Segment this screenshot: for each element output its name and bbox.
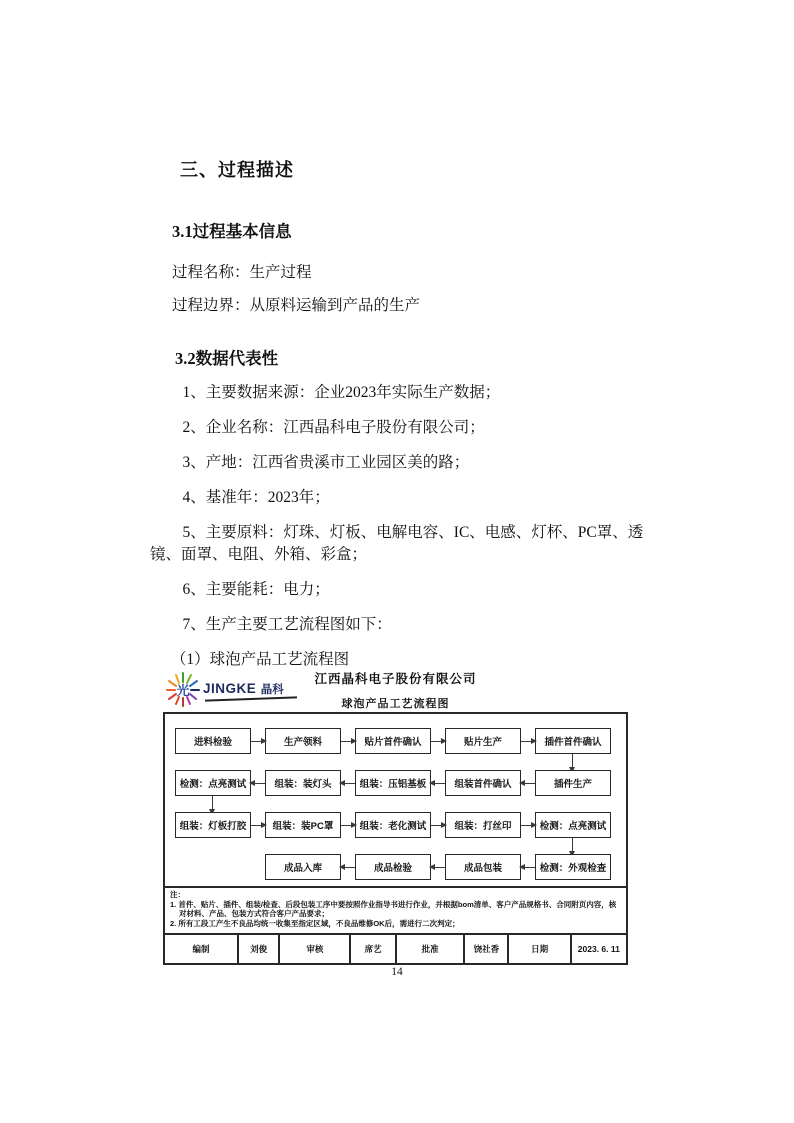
- process-name-line: 过程名称：生产过程: [172, 264, 312, 281]
- signoff-cell-date-label: 日期: [507, 935, 569, 963]
- signoff-cell-reviewed-name: 席艺: [349, 935, 395, 963]
- flow-box-final-inspection: 成品检验: [355, 854, 431, 880]
- flow-box-aging-test: 组装：老化测试: [355, 812, 431, 838]
- flow-box-assembly-first-article: 组装首件确认: [445, 770, 521, 796]
- flow-box-silk-printing: 组装：打丝印: [445, 812, 521, 838]
- flow-box-material-issue: 生产领料: [265, 728, 341, 754]
- document-body: [150, 156, 650, 671]
- flow-box-smt-first-article: 贴片首件确认: [355, 728, 431, 754]
- flow-box-dip-production: 插件生产: [535, 770, 611, 796]
- list-item: 1、主要数据来源：企业2023年实际生产数据；: [182, 384, 501, 401]
- flowchart-frame: [163, 712, 628, 965]
- chapter-heading: 三、过程描述: [180, 160, 294, 180]
- flowchart-company-name: 江西晶科电子股份有限公司: [314, 672, 477, 686]
- note-line: 2. 所有工段工产生不良品均统一收集至指定区域，不良品维修OK后，需进行二次判定；: [170, 918, 460, 928]
- flow-box-appearance-check: 检测：外观检查: [535, 854, 611, 880]
- logo-text-cn: 晶科: [260, 684, 284, 696]
- section-3-1-title: 3.1过程基本信息: [172, 222, 292, 241]
- representativeness-list: [150, 382, 650, 671]
- arrow-down-icon: [572, 838, 573, 854]
- arrow-right-icon: [521, 741, 535, 742]
- logo-text-en: JINGKE: [203, 681, 257, 696]
- page-number: 14: [391, 966, 403, 978]
- notes-label: 注：: [170, 890, 185, 899]
- flow-box-product-packaging: 成品包装: [445, 854, 521, 880]
- arrow-right-icon: [341, 825, 355, 826]
- arrow-left-icon: [341, 783, 355, 784]
- company-logo: [163, 669, 313, 709]
- list-item: 7、生产主要工艺流程图如下：: [182, 616, 392, 633]
- flow-box-dip-first-article: 插件首件确认: [535, 728, 611, 754]
- list-item: 2、企业名称：江西晶科电子股份有限公司；: [182, 419, 485, 436]
- flow-box-attach-pc-cover: 组装：装PC罩: [265, 812, 341, 838]
- arrow-right-icon: [431, 825, 445, 826]
- arrow-right-icon: [521, 825, 535, 826]
- flowchart-notes: [165, 886, 626, 933]
- section-3-2-title: 3.2数据代表性: [175, 349, 279, 368]
- arrow-left-icon: [431, 867, 445, 868]
- flowchart-signoff-row: [165, 933, 626, 963]
- signoff-cell-prepared-name: 刘俊: [237, 935, 278, 963]
- arrow-left-icon: [251, 783, 265, 784]
- process-flowchart: [163, 663, 628, 965]
- signoff-cell-reviewed-label: 审核: [278, 935, 349, 963]
- flowchart-header: [163, 663, 628, 712]
- arrow-right-icon: [341, 741, 355, 742]
- arrow-right-icon: [431, 741, 445, 742]
- process-boundary-line: 过程边界：从原料运输到产品的生产: [172, 297, 421, 314]
- flow-box-attach-lamp-cap: 组装：装灯头: [265, 770, 341, 796]
- list-item: 4、基准年：2023年；: [182, 489, 330, 506]
- flow-box-press-aluminum-board: 组装：压铝基板: [355, 770, 431, 796]
- list-item: 6、主要能耗：电力；: [182, 581, 330, 598]
- flow-box-glue-light-board: 组装：灯板打胶: [175, 812, 251, 838]
- signoff-cell-approved-name: 饶社香: [463, 935, 507, 963]
- flow-box-incoming-inspection: 进料检验: [175, 728, 251, 754]
- signoff-cell-prepared-label: 编制: [192, 944, 210, 955]
- arrow-left-icon: [521, 783, 535, 784]
- flowchart-diagram: [165, 714, 626, 886]
- note-line: 1. 首件、贴片、插件、组装/检查、后段包装工序中要按照作业指导书进行作业，并根据bom清单、客户产品规格书、合同附页内容，核对材料、产品、包装方式符合客户产品要求；: [170, 899, 617, 919]
- arrow-down-icon: [212, 796, 213, 812]
- arrow-left-icon: [341, 867, 355, 868]
- list-item: （1）球泡产品工艺流程图: [170, 651, 350, 668]
- flow-box-lighting-test: 检测：点亮测试: [175, 770, 251, 796]
- arrow-down-icon: [572, 754, 573, 770]
- flow-box-lighting-test-2: 检测：点亮测试: [535, 812, 611, 838]
- logo-starburst-icon: [163, 669, 203, 709]
- logo-glyph: 光: [176, 683, 190, 698]
- arrow-right-icon: [251, 825, 265, 826]
- list-item: 5、主要原料：灯珠、灯板、电解电容、IC、电感、灯杯、PC罩、透镜、面罩、电阻、外箱、彩盒；: [150, 524, 644, 563]
- logo-wordmark: [203, 680, 284, 698]
- flow-box-smt-production: 贴片生产: [445, 728, 521, 754]
- signoff-cell-approved-label: 批准: [395, 935, 463, 963]
- flow-box-warehouse-in: 成品入库: [265, 854, 341, 880]
- arrow-left-icon: [521, 867, 535, 868]
- arrow-right-icon: [251, 741, 265, 742]
- arrow-left-icon: [431, 783, 445, 784]
- signoff-cell-date-value: 2023. 6. 11: [570, 935, 626, 963]
- flowchart-title: 球泡产品工艺流程图: [341, 698, 450, 710]
- list-item: 3、产地：江西省贵溪市工业园区美的路；: [182, 454, 470, 471]
